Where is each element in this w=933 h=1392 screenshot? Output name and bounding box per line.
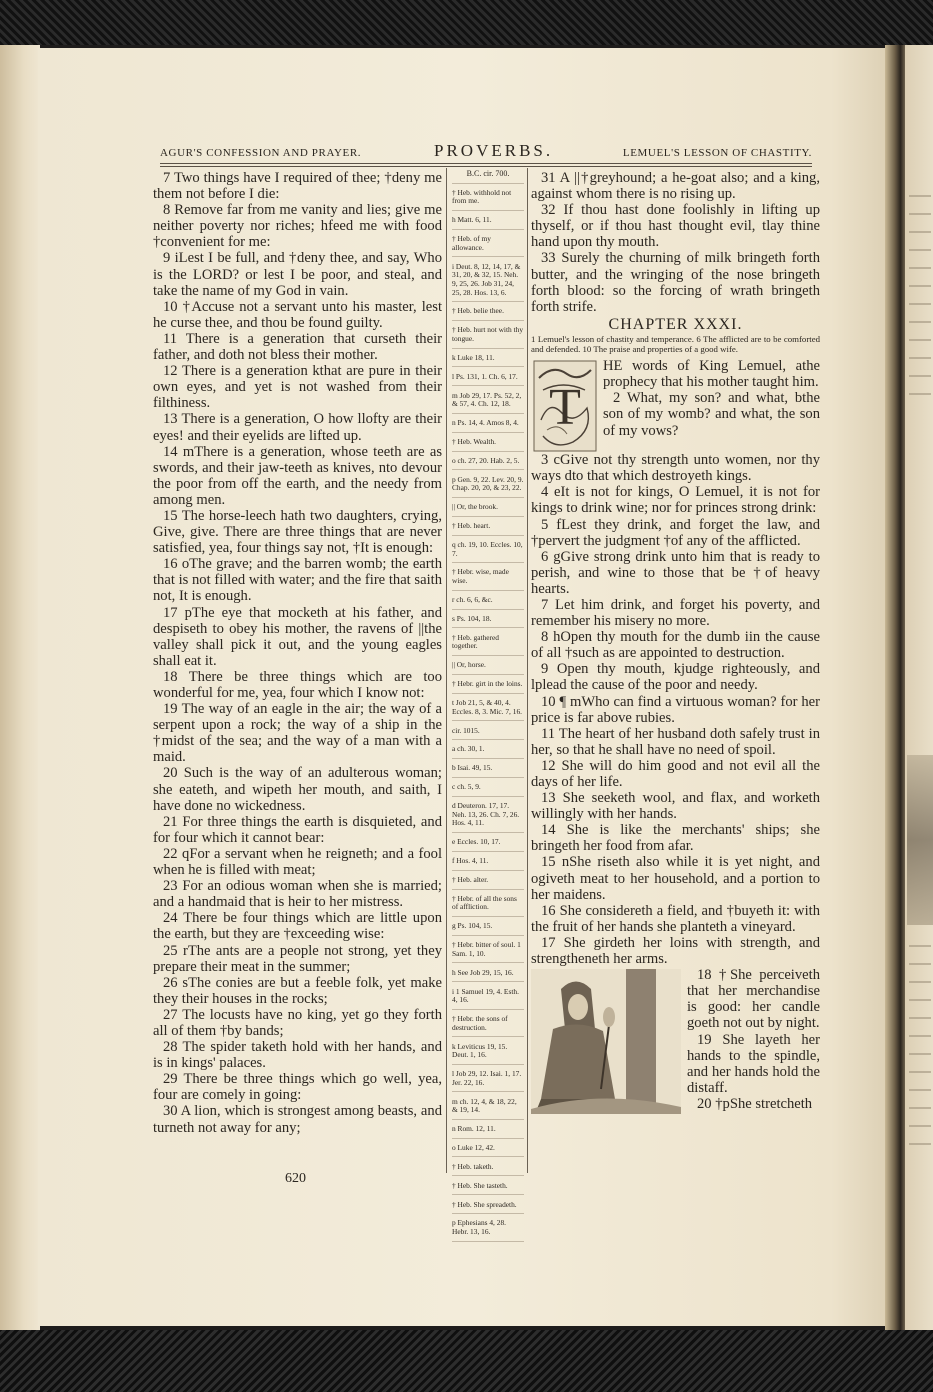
woman-spinning-illustration — [531, 969, 681, 1114]
verse-text: The locusts have no king, yet go they forth all of them †by bands; — [153, 1006, 442, 1039]
margin-note: m Job 29, 17. Ps. 52, 2, & 57, 4. Ch. 12, 18. — [452, 392, 524, 414]
margin-note: † Heb. withhold not from me. — [452, 189, 524, 211]
verse-text: rThe ants are a people not strong, yet they prepare their meat in the summer; — [153, 942, 442, 975]
margin-note: d Deuteron. 17, 17. Neh. 13, 26. Ch. 7, 26. Hos. 4, 11. — [452, 802, 524, 833]
ornamental-dropcap-t — [533, 360, 597, 452]
margin-note: o Luke 12, 42. — [452, 1144, 524, 1158]
chapter-30-verse-21 — [153, 814, 442, 846]
verse-text: A lion, which is strongest among beasts, and turneth not away for any; — [153, 1103, 442, 1136]
margin-note: m ch. 12, 4, & 18, 22, & 19, 14. — [452, 1098, 524, 1120]
verse-number: 16 — [163, 556, 178, 573]
verse-number: 7 — [163, 170, 171, 186]
dark-background-top — [0, 0, 933, 45]
verse-number: 23 — [163, 878, 178, 895]
margin-note: s Ps. 104, 18. — [452, 615, 524, 629]
margin-note: b Isai. 49, 15. — [452, 764, 524, 778]
page-number: 620 — [285, 1171, 306, 1186]
chapter-31-verse-4 — [531, 484, 820, 516]
dark-background-bottom — [0, 1330, 933, 1392]
verse-text: If thou hast done foolishly in lifting up thyself, or if thou hast thought evil, tlay thine hand upon thy mouth. — [531, 202, 820, 251]
verse-text: There be three things which go well, yea, four are comely in going: — [153, 1071, 442, 1104]
chapter-31-verse-6 — [531, 549, 820, 597]
book-gutter — [885, 45, 907, 1330]
margin-note: † Hebr. the sons of destruction. — [452, 1015, 524, 1037]
verse-text: †She perceiveth that her merchandise is good: her candle goeth not out by night. — [687, 967, 820, 1032]
margin-note: i Deut. 8, 12, 14, 17, & 31, 20, & 32, 15. Neh. 9, 25, 26. Job 31, 24, 25, 28. Hos. 13, 6. — [452, 263, 524, 302]
chapter-30-verse-27 — [153, 1007, 442, 1039]
verse-text: ¶ mWho can find a virtuous woman? for her price is far above rubies. — [531, 693, 820, 726]
verse-text: She considereth a field, and †buyeth it: with the fruit of her hands she planteth a vineyard. — [531, 902, 820, 935]
chapter-31-verse-16 — [531, 903, 820, 935]
margin-note: c ch. 5, 9. — [452, 783, 524, 797]
margin-references-column — [452, 170, 524, 1247]
verse-text: pThe eye that mocketh at his father, and despiseth to obey his mother, the ravens of ||the valley shall pick it out, and the young eagles shall eat it. — [153, 604, 442, 669]
verse-number: 18 — [163, 668, 178, 685]
margin-note: o ch. 27, 20. Hab. 2, 5. — [452, 457, 524, 471]
margin-note: † Heb. belie thee. — [452, 307, 524, 321]
margin-note: a ch. 30, 1. — [452, 745, 524, 759]
margin-note: n Ps. 14, 4. Amos 8, 4. — [452, 419, 524, 433]
chapter-31-verse-15 — [531, 854, 820, 902]
margin-note: f Hos. 4, 11. — [452, 857, 524, 871]
verse-text: Let him drink, and forget his poverty, and remember his misery no more. — [531, 596, 820, 630]
chapter-31-verse-2: 2 What, my son? and what, bthe son of my womb? and what, the son of my vows? — [603, 390, 820, 439]
verse-number: 10 — [541, 693, 556, 710]
verse-number: 27 — [163, 1006, 178, 1023]
verse-text: †pShe stretcheth — [711, 1095, 813, 1112]
margin-note: cir. 1015. — [452, 727, 524, 741]
verse-number: 25 — [163, 942, 178, 959]
verse-text: She seeketh wool, and flax, and worketh willingly with her hands. — [531, 790, 820, 823]
verse-text: For three things the earth is disquieted, and for four which it cannot bear: — [153, 813, 442, 846]
verse-number: 13 — [541, 790, 556, 807]
facing-page-edge — [905, 45, 933, 1330]
verse-text: She layeth her hands to the spindle, and her hands hold the distaff. — [687, 1031, 820, 1096]
verse-number: 11 — [541, 725, 556, 742]
chapter-30-verse-32 — [531, 202, 820, 250]
chapter-30-verse-25 — [153, 943, 442, 975]
margin-note: † Heb. She tasteth. — [452, 1182, 524, 1196]
margin-note: k Leviticus 19, 15. Deut. 1, 16. — [452, 1043, 524, 1065]
verse-number: 10 — [163, 298, 178, 315]
margin-note: k Luke 18, 11. — [452, 354, 524, 368]
verse-number: 19 — [697, 1031, 712, 1048]
verse-text: Open thy mouth, kjudge righteously, and lplead the cause of the poor and needy. — [531, 661, 820, 694]
chapter-30-verse-17 — [153, 605, 442, 669]
chapter-30-verse-14 — [153, 444, 442, 508]
chapter-31-verse-5 — [531, 517, 820, 549]
header-rule — [160, 163, 812, 164]
margin-note: q ch. 19, 10. Eccles. 10, 7. — [452, 541, 524, 563]
chapter-30-verse-22 — [153, 846, 442, 878]
margin-note: e Eccles. 10, 17. — [452, 838, 524, 852]
verse-text: sThe conies are but a feeble folk, yet make they their houses in the rocks; — [153, 974, 442, 1007]
chapter-30-verse-9 — [153, 250, 442, 298]
margin-note: h See Job 29, 15, 16. — [452, 969, 524, 983]
margin-note: † Heb. taketh. — [452, 1163, 524, 1177]
chapter-30-verse-29 — [153, 1071, 442, 1103]
verse-text: fLest they drink, and forget the law, and †pervert the judgment †of any of the afflicted. — [531, 516, 820, 549]
column-divider-left — [446, 168, 447, 1173]
verse-text: There be four things which are little upon the earth, but they are †exceeding wise: — [153, 910, 442, 943]
verse-text: cGive not thy strength unto women, nor thy ways dto that which destroyeth kings. — [531, 452, 820, 485]
column-divider-right — [527, 168, 528, 1173]
verse-number: 8 — [163, 202, 171, 219]
header-rule-double — [160, 166, 812, 167]
chapter-31-verse-13 — [531, 790, 820, 822]
verse-number: 18 — [697, 967, 712, 984]
verse-number: 8 — [541, 629, 549, 646]
chapter-30-verse-30 — [153, 1103, 442, 1135]
margin-note: B.C. cir. 700. — [452, 170, 524, 184]
chapter-31-verse-10 — [531, 694, 820, 726]
margin-note: l Job 29, 12. Isai. 1, 17. Jer. 22, 16. — [452, 1070, 524, 1092]
margin-note: † Heb. hurt not with thy tongue. — [452, 326, 524, 348]
margin-note: || Or, the brook. — [452, 503, 524, 517]
margin-note: † Hebr. girt in the loins. — [452, 680, 524, 694]
verse-number: 20 — [697, 1095, 712, 1112]
verse-text: Two things have I required of thee; †deny me them not before I die: — [153, 170, 442, 203]
chapter-30-verse-28 — [153, 1039, 442, 1071]
verse-number: 17 — [541, 934, 556, 951]
margin-note: † Heb. Wealth. — [452, 438, 524, 452]
chapter-31-verse-11 — [531, 726, 820, 758]
verse-text: She will do him good and not evil all the days of her life. — [531, 757, 820, 790]
chapter-30-verse-12 — [153, 363, 442, 411]
margin-note: † Hebr. bitter of soul. 1 Sam. 1, 10. — [452, 941, 524, 963]
chapter-30-verse-26 — [153, 975, 442, 1007]
dropcap-letter: T — [549, 379, 581, 437]
verse-text: Surely the churning of milk bringeth forth butter, and the wringing of the nose bringeth forth blood: so the forcing of wrath bringeth forth strife. — [531, 250, 820, 315]
verse-text: She is like the merchants' ships; she bringeth her food from afar. — [531, 822, 820, 855]
chapter-31-verse-7 — [531, 597, 820, 629]
verse-text: There be three things which are too wonderful for me, yea, four which I know not: — [153, 668, 442, 701]
verse-number: 17 — [163, 604, 178, 621]
verse-number: 14 — [541, 822, 556, 839]
margin-note: † Heb. She spreadeth. — [452, 1201, 524, 1215]
margin-note: g Ps. 104, 15. — [452, 922, 524, 936]
verse-text: There is a generation, O how llofty are their eyes! and their eyelids are lifted up. — [153, 411, 442, 444]
verse-number: 14 — [163, 443, 178, 460]
verse-text: oThe grave; and the barren womb; the earth that is not filled with water; and the fire that saith not, It is enough. — [153, 556, 442, 605]
chapter-31-verse-1: HE words of King Lemuel, athe prophecy that his mother taught him. — [603, 358, 820, 391]
verse-number: 3 — [541, 452, 549, 469]
left-text-column — [153, 170, 442, 1136]
margin-note: † Heb. alter. — [452, 876, 524, 890]
verse-text: †Accuse not a servant unto his master, lest he curse thee, and thou be found guilty. — [153, 298, 442, 331]
verse-text: The heart of her husband doth safely trust in her, so that he shall have no need of spoil. — [531, 725, 820, 758]
verse-number: 4 — [541, 484, 549, 501]
chapter-30-verse-33 — [531, 250, 820, 314]
chapter-31-verse-8 — [531, 629, 820, 661]
verse-number: 15 — [163, 507, 178, 524]
margin-note: h Matt. 6, 11. — [452, 216, 524, 230]
margin-note: || Or, horse. — [452, 661, 524, 675]
verse-number: 19 — [163, 701, 178, 718]
verse-number: 13 — [163, 411, 178, 428]
verse-text: nShe riseth also while it is yet night, and ogiveth meat to her household, and a portion to her maidens. — [531, 854, 820, 903]
chapter-31-verses — [531, 452, 820, 967]
verse-number: 15 — [541, 854, 556, 871]
verse-number: 9 — [541, 661, 549, 678]
margin-note: i 1 Samuel 19, 4. Esth. 4, 16. — [452, 988, 524, 1010]
verse-number: 28 — [163, 1039, 178, 1056]
chapter-31-verse-14 — [531, 822, 820, 854]
verse-text: The way of an eagle in the air; the way of a serpent upon a rock; the way of a ship in the †midst of the sea; and the way of a man with a maid. — [153, 701, 442, 766]
margin-note: † Heb. of my allowance. — [452, 235, 524, 257]
verse-text: Remove far from me vanity and lies; give me neither poverty nor riches; hfeed me with food †convenient for me: — [153, 202, 442, 251]
chapter-30-ending — [531, 170, 820, 315]
margin-note: n Rom. 12, 11. — [452, 1125, 524, 1139]
verse-text: There is a generation that curseth their father, and doth not bless their mother. — [153, 330, 442, 364]
chapter-30-verse-24 — [153, 910, 442, 942]
margin-note: † Heb. heart. — [452, 522, 524, 536]
chapter-title: CHAPTER XXXI. — [608, 315, 743, 333]
chapter-30-verse-19 — [153, 701, 442, 765]
chapter-31-verse-12 — [531, 758, 820, 790]
verse-text: The horse-leech hath two daughters, crying, Give, give. There are three things that are never satisfied, yea, four things say not, †It is enough: — [153, 507, 442, 557]
verse-number: 30 — [163, 1103, 178, 1120]
chapter-30-verse-10 — [153, 299, 442, 331]
verse-number: 22 — [163, 845, 178, 862]
header-left: AGUR'S CONFESSION AND PRAYER. — [160, 147, 362, 159]
verse-number: 12 — [163, 363, 178, 380]
verse-number: 21 — [163, 813, 178, 830]
margin-note: p Ephesians 4, 28. Hebr. 13, 16. — [452, 1219, 524, 1241]
verse-number: 5 — [541, 516, 549, 533]
running-header — [160, 143, 812, 163]
verse-text: For an odious woman when she is married; and a handmaid that is heir to her mistress. — [153, 878, 442, 911]
verse-number: 29 — [163, 1071, 178, 1088]
page-stack-edge — [0, 45, 40, 1330]
margin-note: p Gen. 9, 22. Lev. 20, 9. Chap. 20, 20, & 23, 22. — [452, 476, 524, 498]
verse-number: 9 — [163, 250, 171, 267]
chapter-summary: 1 Lemuel's lesson of chastity and temperance. 6 The afflicted are to be comforted and defended. 10 The praise and properties of a good wife. — [531, 333, 820, 354]
verse-text: Such is the way of an adulterous woman; she eateth, and wipeth her mouth, and saith, I have done no wickedness. — [153, 765, 442, 814]
verse-number: 20 — [163, 765, 178, 782]
margin-note: † Heb. gathered together. — [452, 634, 524, 656]
verse-text: There is a generation kthat are pure in their own eyes, and yet is not washed from their filthiness. — [153, 363, 442, 412]
verse-text: qFor a servant when he reigneth; and a fool when he is filled with meat; — [153, 845, 442, 879]
chapter-30-verse-20 — [153, 765, 442, 813]
margin-note: r ch. 6, 6, &c. — [452, 596, 524, 610]
verse-number: 31 — [541, 170, 556, 186]
verse-text: The spider taketh hold with her hands, and is in kings' palaces. — [153, 1039, 442, 1072]
chapter-30-verse-11 — [153, 331, 442, 363]
header-right: LEMUEL'S LESSON OF CHASTITY. — [622, 147, 812, 159]
chapter-30-verse-7 — [153, 170, 442, 202]
verse-number: 24 — [163, 910, 178, 927]
chapter-31-verse-17 — [531, 935, 820, 967]
chapter-30-verse-31 — [531, 170, 820, 202]
verse-text: iLest I be full, and †deny thee, and say, Who is the LORD? or lest I be poor, and steal, and take the name of my God in vain. — [153, 250, 442, 299]
chapter-31-verse-9 — [531, 661, 820, 693]
verse-number: 11 — [163, 330, 178, 347]
right-text-column — [531, 170, 820, 1114]
header-book-title: PROVERBS. — [434, 141, 554, 160]
verse-number: 7 — [541, 596, 549, 613]
verse-text: A ||†greyhound; a he-goat also; and a king, against whom there is no rising up. — [531, 170, 820, 203]
verse-number: 32 — [541, 202, 556, 219]
margin-note: † Hebr. wise, made wise. — [452, 568, 524, 590]
verse-text: She girdeth her loins with strength, and strengtheneth her arms. — [531, 934, 820, 968]
chapter-30-verse-13 — [153, 411, 442, 443]
chapter-30-verse-15 — [153, 508, 442, 556]
chapter-30-verse-8 — [153, 202, 442, 250]
margin-note: † Hebr. of all the sons of affliction. — [452, 895, 524, 917]
chapter-30-verse-23 — [153, 878, 442, 910]
verse-number: 12 — [541, 757, 556, 774]
verse-text: mThere is a generation, whose teeth are as swords, and their jaw-teeth as knives, nto devour the poor from off the earth, and the needy from among men. — [153, 443, 442, 508]
chapter-30-verse-18 — [153, 669, 442, 701]
margin-note: t Job 21, 5, & 40, 4. Eccles. 8, 3. Mic. 7, 16. — [452, 699, 524, 721]
chapter-30-verse-16 — [153, 556, 442, 604]
verse-number: 33 — [541, 250, 556, 267]
verse-text: hOpen thy mouth for the dumb iin the cause of all †such as are appointed to destruction. — [531, 629, 820, 662]
margin-note: l Ps. 131, 1. Ch. 6, 17. — [452, 373, 524, 387]
verse-number: 6 — [541, 548, 549, 565]
verse-text: eIt is not for kings, O Lemuel, it is not for kings to drink wine; nor for princes strong drink: — [531, 484, 820, 517]
chapter-31-verse-3 — [531, 452, 820, 484]
verse-number: 26 — [163, 974, 178, 991]
verse-number: 16 — [541, 902, 556, 919]
verse-text: gGive strong drink unto him that is ready to perish, and wine to those that be †of heavy hearts. — [531, 548, 820, 597]
